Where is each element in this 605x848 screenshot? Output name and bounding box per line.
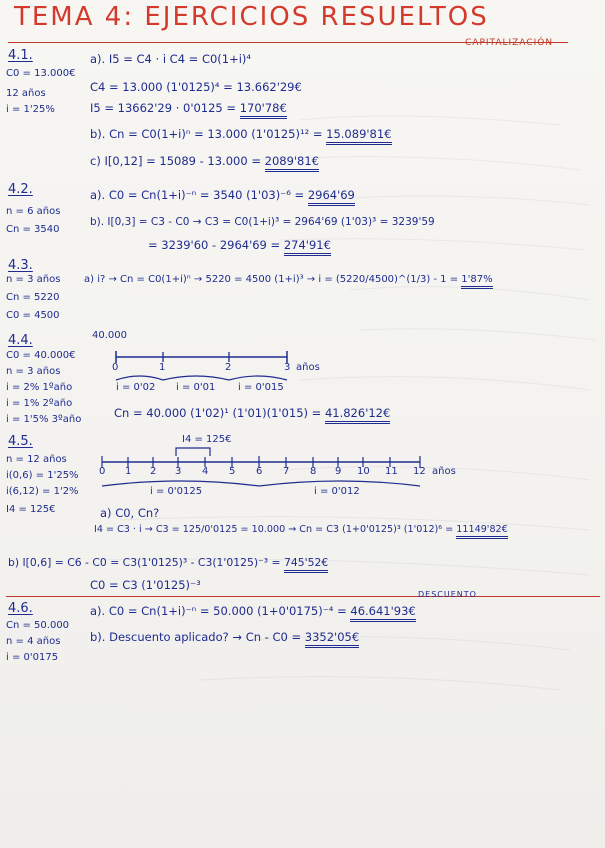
line-4-1-a1: a). I5 = C4 · i C4 = C0(1+i)⁴: [90, 52, 252, 66]
given-4-6-final: Cn = 50.000: [6, 620, 70, 631]
exercise-label-4-6: 4.6.: [8, 601, 33, 616]
result-4-4: 41.826'12€: [325, 406, 390, 424]
timeline-4-5-tick-0: 0: [99, 466, 106, 477]
timeline-4-5-tick-12: 12: [413, 466, 426, 477]
timeline-4-4-rate-3: i = 0'015: [238, 382, 284, 393]
given-4-4-rate-3: i = 1'5% 3ºaño: [6, 414, 82, 425]
timeline-4-5-rate-1: i = 0'0125: [150, 486, 203, 497]
line-4-6-b-text: b). Descuento aplicado? → Cn - C0 =: [90, 630, 305, 644]
timeline-4-4-tick-3: 3: [284, 362, 291, 373]
given-4-1-rate: i = 1'25%: [6, 104, 55, 115]
result-4-2-a: 2964'69: [308, 188, 355, 206]
result-4-2-b: 274'91€: [284, 238, 331, 256]
given-4-4-capital: C0 = 40.000€: [6, 350, 76, 361]
line-4-5-a-head: a) C0, Cn?: [100, 506, 160, 520]
timeline-4-5-tick-11: 11: [385, 466, 398, 477]
exercise-label-4-5: 4.5.: [8, 434, 33, 449]
result-4-1-c: 2089'81€: [265, 154, 319, 172]
line-4-2-b1: b). I[0,3] = C3 - C0 → C3 = C0(1+i)³ = 2964'69 (1'03)³ = 3239'59: [90, 216, 435, 228]
result-4-3: 1'87%: [461, 274, 492, 289]
timeline-4-5-tick-2: 2: [150, 466, 157, 477]
line-4-1-c-text: c) I[0,12] = 15089 - 13.000 =: [90, 154, 265, 168]
result-4-6-a: 46.641'93€: [350, 604, 415, 622]
page-title: TEMA 4: EJERCICIOS RESUELTOS: [14, 2, 489, 32]
timeline-4-5-tick-4: 4: [202, 466, 209, 477]
line-4-3-text: a) i? → Cn = C0(1+i)ⁿ → 5220 = 4500 (1+i)³ → i = (5220/4500)^(1/3) - 1 =: [84, 274, 462, 285]
result-4-6-b: 3352'05€: [305, 630, 359, 648]
timeline-4-5-tick-6: 6: [256, 466, 263, 477]
result-4-1-a: 170'78€: [240, 101, 287, 119]
timeline-4-5-tick-5: 5: [229, 466, 236, 477]
timeline-4-5-tick-1: 1: [125, 466, 132, 477]
line-4-5-b: [8, 556, 328, 569]
timeline-4-4-tick-1: 1: [159, 362, 166, 373]
timeline-4-5-tick-3: 3: [175, 466, 182, 477]
timeline-4-5-end-label: años: [432, 466, 456, 477]
given-4-3-initial: C0 = 4500: [6, 310, 60, 321]
exercise-label-4-4: 4.4.: [8, 333, 33, 348]
line-4-5-b-text: b) I[0,6] = C6 - C0 = C3(1'0125)³ - C3(1'0125)⁻³ =: [8, 556, 284, 569]
timeline-4-5-tick-8: 8: [310, 466, 317, 477]
given-4-3-final: Cn = 5220: [6, 292, 60, 303]
given-4-5-rate-2: i(6,12) = 1'2%: [6, 486, 79, 497]
timeline-4-5-tick-7: 7: [283, 466, 290, 477]
given-4-6-rate: i = 0'0175: [6, 652, 59, 663]
line-4-2-b2-text: = 3239'60 - 2964'69 =: [148, 238, 284, 252]
given-4-5-rate-1: i(0,6) = 1'25%: [6, 470, 79, 481]
exercise-label-4-2: 4.2.: [8, 182, 33, 197]
given-4-3-years: n = 3 años: [6, 274, 61, 285]
given-4-2-years: n = 6 años: [6, 206, 61, 217]
timeline-4-5-tick-9: 9: [335, 466, 342, 477]
given-4-5-interest: I4 = 125€: [6, 504, 56, 515]
line-4-6-a-text: a). C0 = Cn(1+i)⁻ⁿ = 50.000 (1+0'0175)⁻⁴ =: [90, 604, 351, 618]
given-4-4-rate-1: i = 2% 1ºaño: [6, 382, 73, 393]
line-4-1-a3-text: I5 = 13662'29 · 0'0125 =: [90, 101, 240, 115]
line-4-5-a: [94, 524, 508, 535]
given-4-1-years: 12 años: [6, 88, 46, 99]
timeline-4-4-rate-1: i = 0'02: [116, 382, 156, 393]
line-4-1-b-text: b). Cn = C0(1+i)ⁿ = 13.000 (1'0125)¹² =: [90, 127, 327, 141]
timeline-4-5-rate-2: i = 0'012: [314, 486, 360, 497]
given-4-4-years: n = 3 años: [6, 366, 61, 377]
section-divider: [6, 596, 600, 597]
result-4-5-b: 745'52€: [284, 556, 328, 573]
line-4-2-a-text: a). C0 = Cn(1+i)⁻ⁿ = 3540 (1'03)⁻⁶ =: [90, 188, 308, 202]
given-4-6-years: n = 4 años: [6, 636, 61, 647]
line-4-5-a-text: I4 = C3 · i → C3 = 125/0'0125 = 10.000 → Cn = C3 (1+0'0125)³ (1'012)⁶ =: [94, 524, 457, 535]
timeline-4-4-rate-2: i = 0'01: [176, 382, 216, 393]
given-4-1-capital: C0 = 13.000€: [6, 68, 76, 79]
timeline-4-4-end-label: años: [296, 362, 320, 373]
given-4-5-years: n = 12 años: [6, 454, 67, 465]
line-4-6-b: [90, 630, 359, 644]
topic-tag: CAPITALIZACIÓN: [465, 38, 554, 48]
line-4-1-a2: C4 = 13.000 (1'0125)⁴ = 13.662'29€: [90, 80, 302, 94]
result-4-5-a: 11149'82€: [456, 524, 507, 539]
result-4-1-b: 15.089'81€: [326, 127, 391, 145]
line-4-5-b2: C0 = C3 (1'0125)⁻³: [90, 578, 201, 592]
line-4-6-a: [90, 604, 416, 618]
timeline-4-4-amount: 40.000: [92, 330, 127, 341]
timeline-4-4-tick-0: 0: [112, 362, 119, 373]
exercise-label-4-1: 4.1.: [8, 48, 33, 63]
line-4-4-text: Cn = 40.000 (1'02)¹ (1'01)(1'015) =: [114, 406, 325, 420]
timeline-4-4-tick-2: 2: [225, 362, 232, 373]
topic-tag-descuento: DESCUENTO: [418, 590, 477, 599]
given-4-2-final: Cn = 3540: [6, 224, 60, 235]
given-4-4-rate-2: i = 1% 2ºaño: [6, 398, 73, 409]
timeline-4-5-tick-10: 10: [357, 466, 370, 477]
exercise-label-4-3: 4.3.: [8, 258, 33, 273]
timeline-4-5-bracket-label: I4 = 125€: [182, 434, 232, 445]
